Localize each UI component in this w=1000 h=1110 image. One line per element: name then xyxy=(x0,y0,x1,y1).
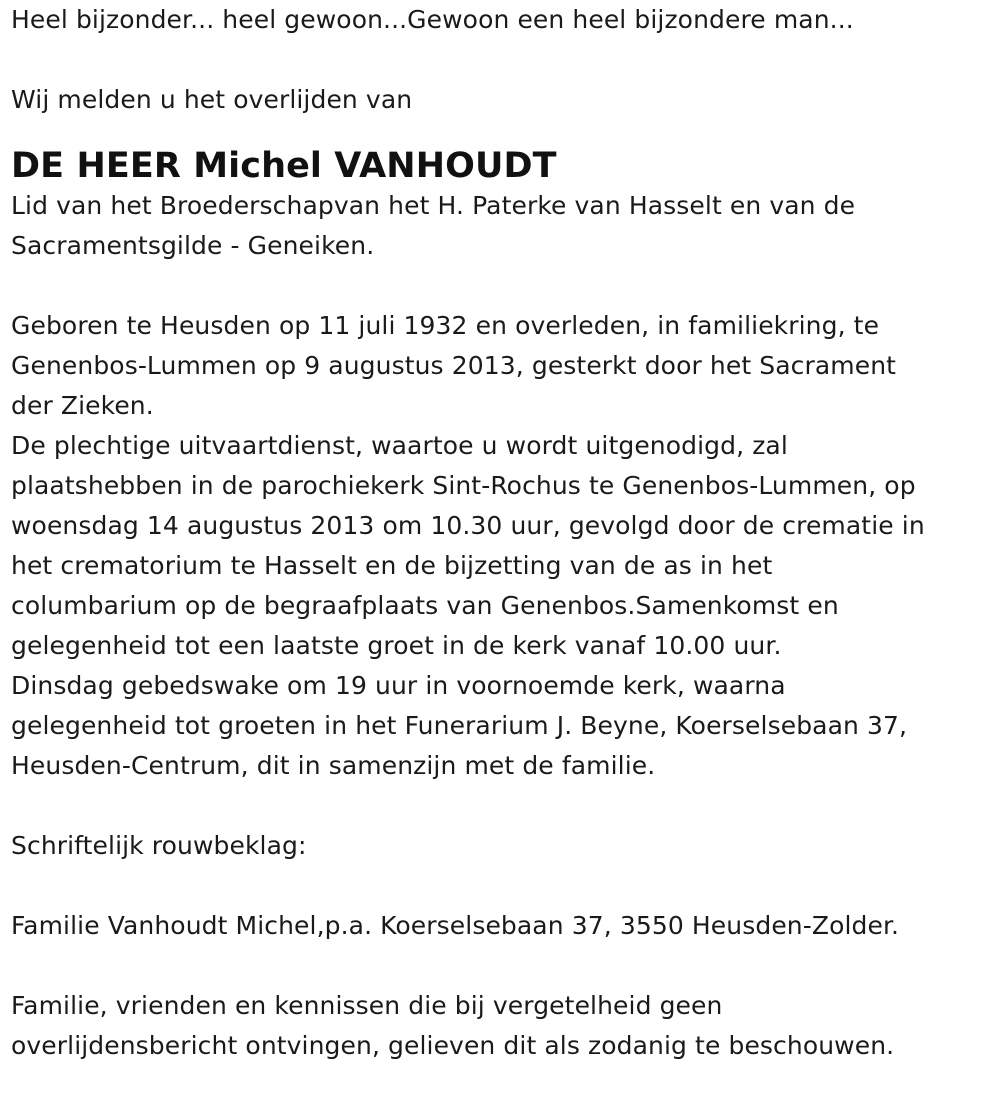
details-line: columbarium op de begraafplaats van Genenbos.Samenkomst en xyxy=(11,591,839,620)
membership-line: Lid van het Broederschapvan het H. Paterke van Hasselt en van de xyxy=(11,191,856,220)
spacer xyxy=(11,946,986,986)
spacer xyxy=(11,266,986,306)
spacer xyxy=(11,40,986,80)
details-line: het crematorium te Hasselt en de bijzetting van de as in het xyxy=(11,551,773,580)
condolence-address: Familie Vanhoudt Michel,p.a. Koerselsebaan 37, 3550 Heusden-Zolder. xyxy=(11,911,900,940)
obituary-notice xyxy=(11,0,986,1066)
announcement-text: Wij melden u het overlijden van xyxy=(11,85,413,114)
deceased-name-heading: DE HEER Michel VANHOUDT xyxy=(11,146,557,186)
details-line: plaatshebben in de parochiekerk Sint-Rochus te Genenbos-Lummen, op xyxy=(11,471,916,500)
details-line: der Zieken. xyxy=(11,391,154,420)
spacer xyxy=(11,120,986,140)
closing-line: Familie, vrienden en kennissen die bij vergetelheid geen xyxy=(11,991,723,1020)
details-line: woensdag 14 augustus 2013 om 10.30 uur, gevolgd door de crematie in xyxy=(11,511,925,540)
membership-line: Sacramentsgilde - Geneiken. xyxy=(11,231,375,260)
spacer xyxy=(11,786,986,826)
details-line: Genenbos-Lummen op 9 augustus 2013, gesterkt door het Sacrament xyxy=(11,351,897,380)
details-line: Geboren te Heusden op 11 juli 1932 en overleden, in familiekring, te xyxy=(11,311,880,340)
details-line: Heusden-Centrum, dit in samenzijn met de familie. xyxy=(11,751,656,780)
closing-line: overlijdensbericht ontvingen, gelieven dit als zodanig te beschouwen. xyxy=(11,1031,895,1060)
details-line: Dinsdag gebedswake om 19 uur in voornoemde kerk, waarna xyxy=(11,671,786,700)
details-line: gelegenheid tot groeten in het Funerarium J. Beyne, Koerselsebaan 37, xyxy=(11,711,908,740)
details-line: gelegenheid tot een laatste groet in de kerk vanaf 10.00 uur. xyxy=(11,631,782,660)
intro-text: Heel bijzonder... heel gewoon...Gewoon een heel bijzondere man... xyxy=(11,5,854,34)
condolence-label: Schriftelijk rouwbeklag: xyxy=(11,831,307,860)
spacer xyxy=(11,866,986,906)
details-line: De plechtige uitvaartdienst, waartoe u wordt uitgenodigd, zal xyxy=(11,431,788,460)
